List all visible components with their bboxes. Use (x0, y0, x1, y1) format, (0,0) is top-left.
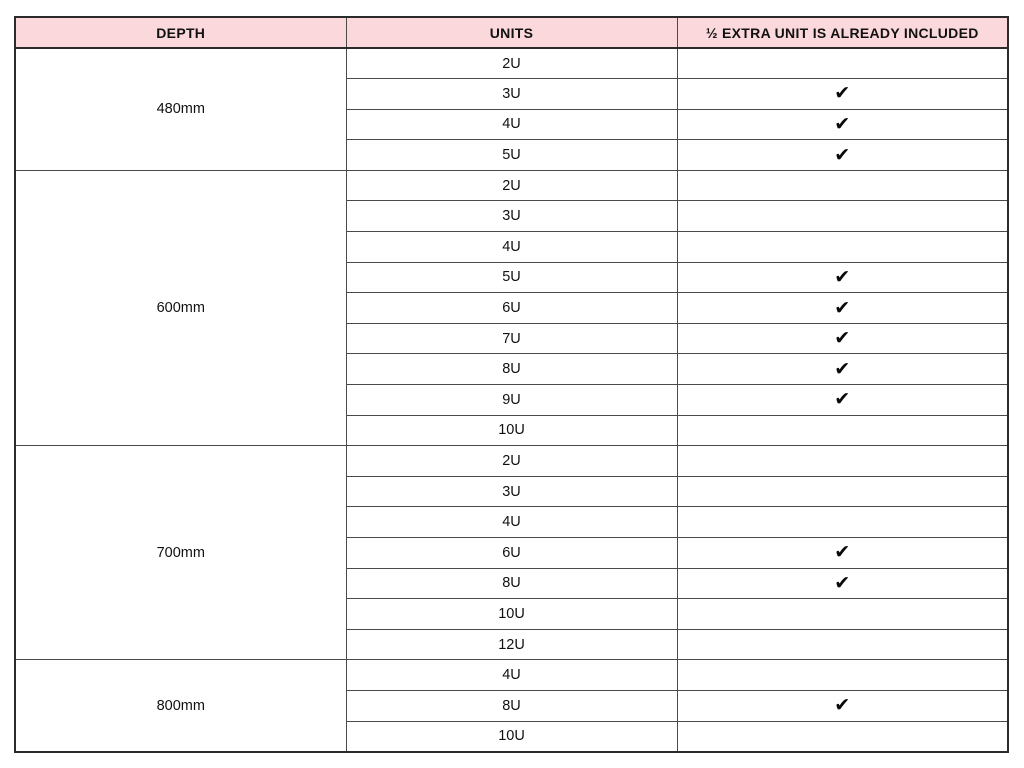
check-cell-empty (677, 415, 1008, 446)
check-cell-empty (677, 170, 1008, 201)
units-cell: 4U (346, 109, 677, 140)
units-cell: 6U (346, 293, 677, 324)
depth-cell: 700mm (15, 446, 346, 660)
check-icon: ✔ (677, 568, 1008, 599)
table-row (15, 48, 1008, 79)
units-cell: 2U (346, 170, 677, 201)
check-cell-empty (677, 629, 1008, 660)
depth-cell: 800mm (15, 660, 346, 752)
check-icon: ✔ (677, 385, 1008, 416)
units-cell: 3U (346, 476, 677, 507)
units-cell: 10U (346, 721, 677, 752)
check-icon: ✔ (677, 293, 1008, 324)
units-cell: 3U (346, 201, 677, 232)
check-icon: ✔ (677, 262, 1008, 293)
units-cell: 4U (346, 507, 677, 538)
units-cell: 8U (346, 568, 677, 599)
units-cell: 9U (346, 385, 677, 416)
units-cell: 5U (346, 140, 677, 171)
table-row (15, 170, 1008, 201)
column-header-units: UNITS (346, 17, 677, 48)
check-cell-empty (677, 599, 1008, 630)
check-cell-empty (677, 476, 1008, 507)
check-cell-empty (677, 201, 1008, 232)
table-body (15, 48, 1008, 752)
check-icon: ✔ (677, 354, 1008, 385)
check-cell-empty (677, 446, 1008, 477)
check-cell-empty (677, 660, 1008, 691)
depth-cell: 600mm (15, 170, 346, 445)
check-icon: ✔ (677, 109, 1008, 140)
depth-cell: 480mm (15, 48, 346, 170)
units-cell: 4U (346, 660, 677, 691)
units-cell: 4U (346, 232, 677, 263)
check-cell-empty (677, 507, 1008, 538)
check-icon: ✔ (677, 79, 1008, 110)
units-cell: 5U (346, 262, 677, 293)
table-row (15, 446, 1008, 477)
check-icon: ✔ (677, 323, 1008, 354)
table-header (15, 17, 1008, 48)
units-spec-table (14, 16, 1009, 753)
check-cell-empty (677, 232, 1008, 263)
units-cell: 2U (346, 446, 677, 477)
units-cell: 8U (346, 354, 677, 385)
units-cell: 10U (346, 599, 677, 630)
check-cell-empty (677, 721, 1008, 752)
units-cell: 2U (346, 48, 677, 79)
check-icon: ✔ (677, 538, 1008, 569)
units-cell: 6U (346, 538, 677, 569)
check-icon: ✔ (677, 140, 1008, 171)
check-cell-empty (677, 48, 1008, 79)
units-cell: 8U (346, 690, 677, 721)
units-cell: 12U (346, 629, 677, 660)
units-cell: 10U (346, 415, 677, 446)
units-cell: 7U (346, 323, 677, 354)
column-header-extra-unit-included: ½ EXTRA UNIT IS ALREADY INCLUDED (677, 17, 1008, 48)
header-row (15, 17, 1008, 48)
check-icon: ✔ (677, 690, 1008, 721)
units-cell: 3U (346, 79, 677, 110)
column-header-depth: DEPTH (15, 17, 346, 48)
table-row (15, 660, 1008, 691)
